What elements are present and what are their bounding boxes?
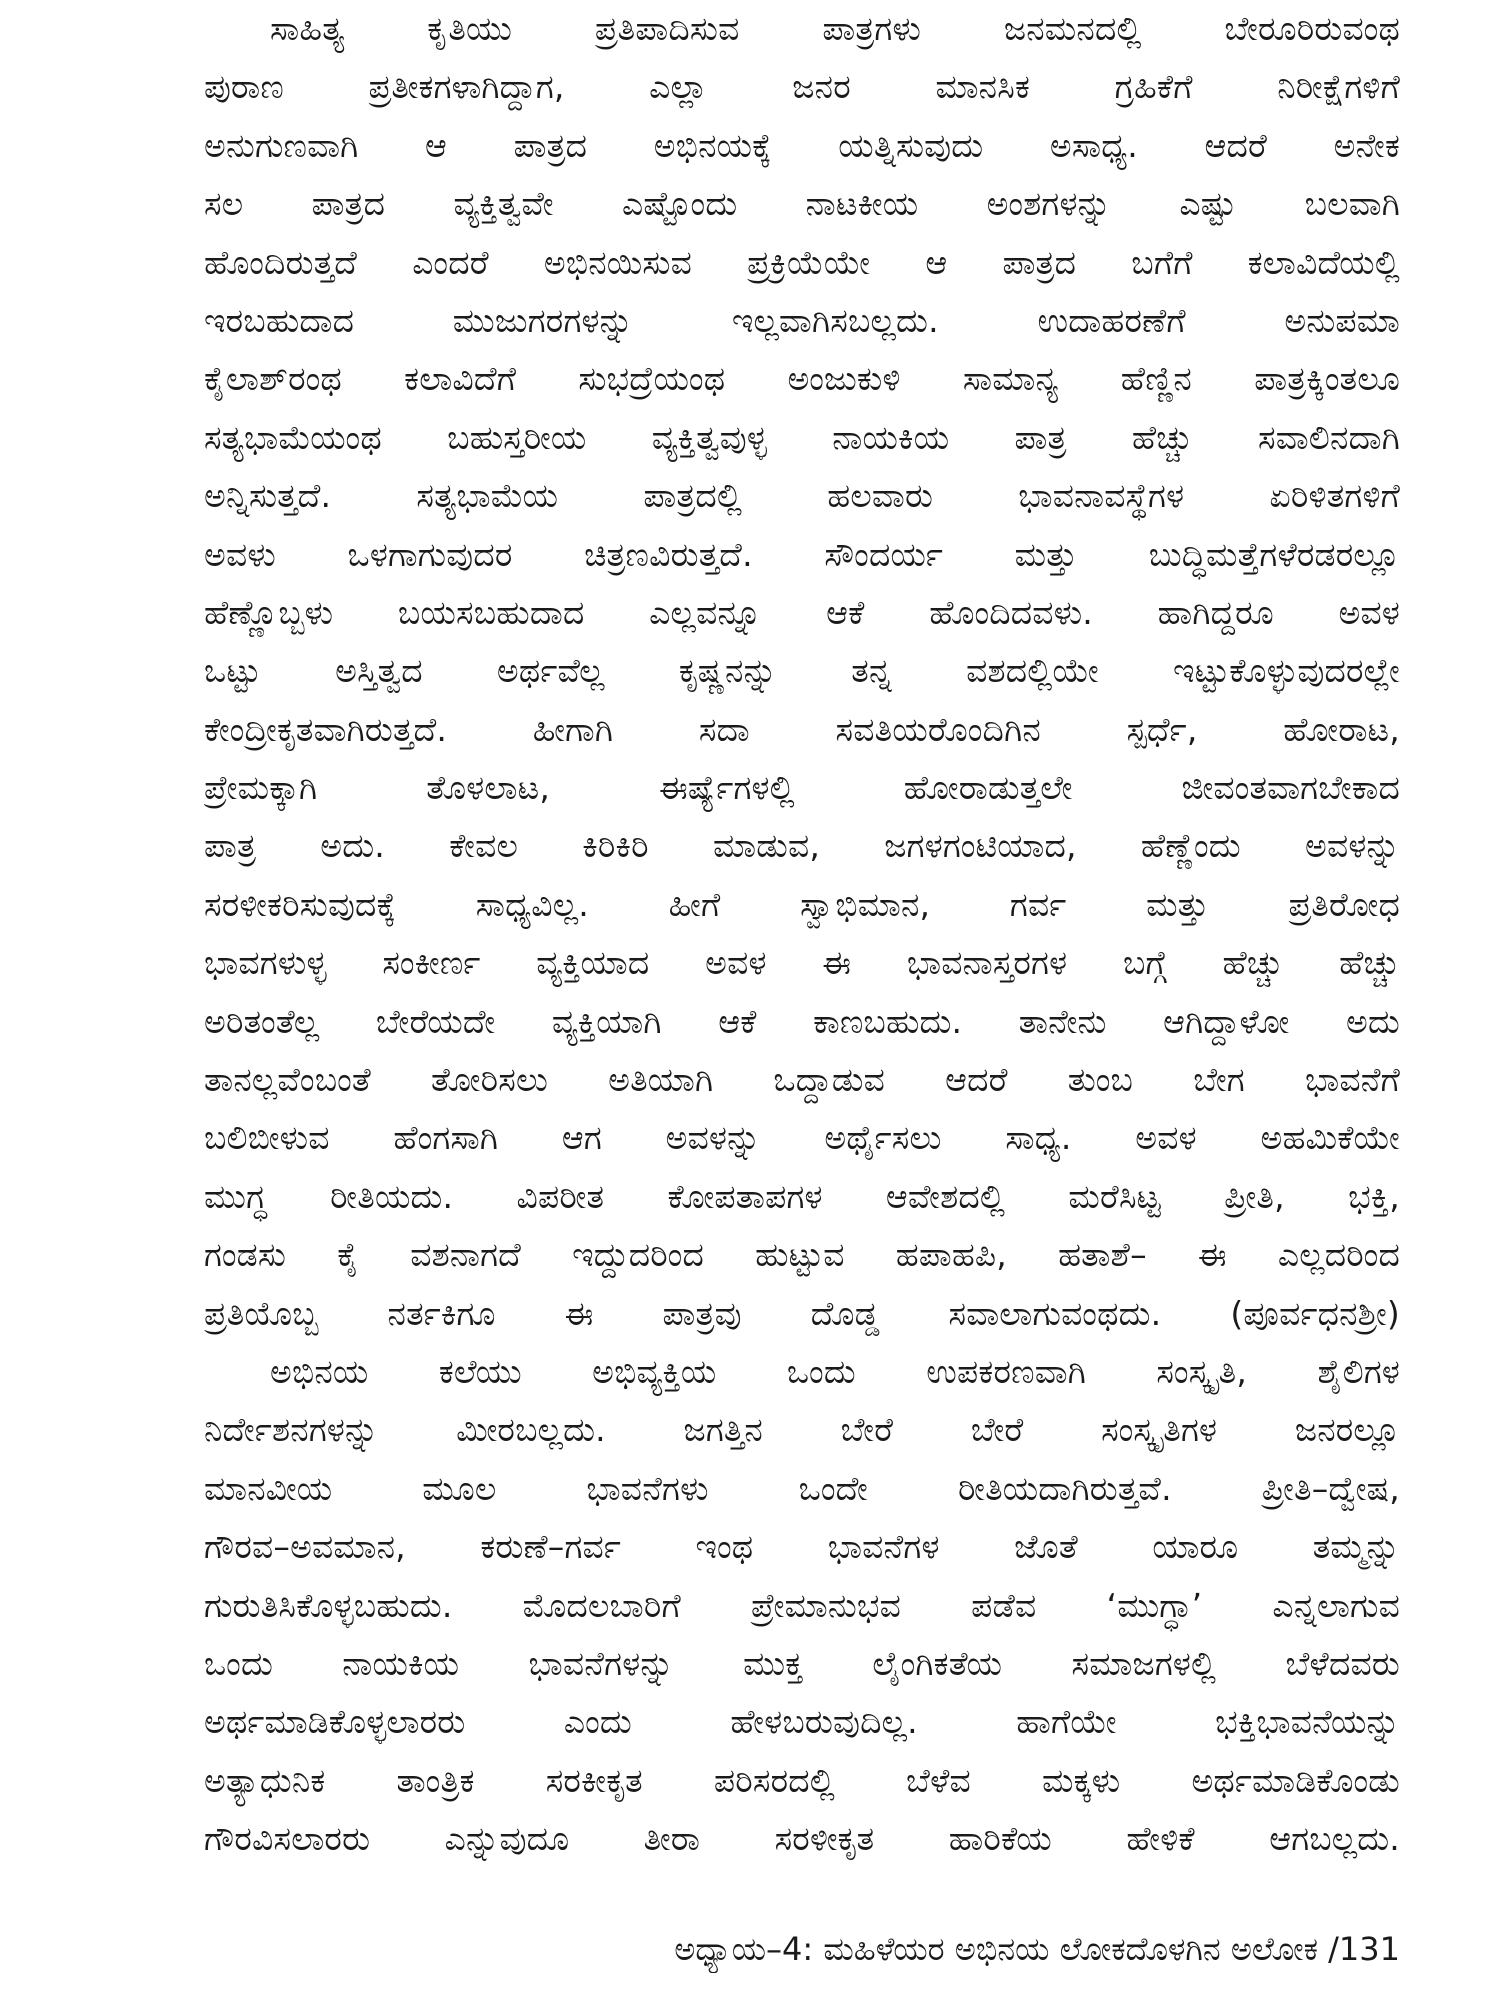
text-line: ಕೈಲಾಶ್‌ರಂಥ ಕಲಾವಿದೆಗೆ ಸುಭದ್ರೆಯಂಥ ಅಂಜುಕುಳಿ ಸಾಮಾನ್ಯ ಹೆಣ್ಣಿನ ಪಾತ್ರಕ್ಕಿಂತಲೂ (204, 359, 1400, 399)
text-line: ಪ್ರೇಮಕ್ಕಾಗಿ ತೊಳಲಾಟ, ಈರ್ಷ್ಯೆಗಳಲ್ಲಿ ಹೋರಾಡುತ್ತಲೇ ಜೀವಂತವಾಗಬೇಕಾದ (204, 768, 1400, 808)
text-line: ಅನ್ನಿಸುತ್ತದೆ. ಸತ್ಯಭಾಮೆಯ ಪಾತ್ರದಲ್ಲಿ ಹಲವಾರು ಭಾವನಾವಸ್ಥೆಗಳ ಏರಿಳಿತಗಳಿಗೆ (204, 476, 1400, 516)
text-line: ಮುಗ್ಧ ರೀತಿಯದು. ವಿಪರೀತ ಕೋಪತಾಪಗಳ ಆವೇಶದಲ್ಲಿ ಮರೆಸಿಟ್ಟ ಪ್ರೀತಿ, ಭಕ್ತಿ, (204, 1176, 1400, 1216)
text-line: ಪಾತ್ರ ಅದು. ಕೇವಲ ಕಿರಿಕಿರಿ ಮಾಡುವ, ಜಗಳಗಂಟಿಯಾದ, ಹೆಣ್ಣೆಂದು ಅವಳನ್ನು (204, 826, 1400, 866)
text-line: ನಿರ್ದೇಶನಗಳನ್ನು ಮೀರಬಲ್ಲದು. ಜಗತ್ತಿನ ಬೇರೆ ಬೇರೆ ಸಂಸ್ಕೃತಿಗಳ ಜನರಲ್ಲೂ (204, 1410, 1400, 1450)
text-line: ಅತ್ಯಾಧುನಿಕ ತಾಂತ್ರಿಕ ಸರಕೀಕೃತ ಪರಿಸರದಲ್ಲಿ ಬೆಳೆವ ಮಕ್ಕಳು ಅರ್ಥಮಾಡಿಕೊಂಡು (204, 1760, 1400, 1800)
text-line: ಅಭಿನಯ ಕಲೆಯು ಅಭಿವ್ಯಕ್ತಿಯ ಒಂದು ಉಪಕರಣವಾಗಿ ಸಂಸ್ಕೃತಿ, ಶೈಲಿಗಳ (270, 1351, 1400, 1391)
text-line: ಇರಬಹುದಾದ ಮುಜುಗರಗಳನ್ನು ಇಲ್ಲವಾಗಿಸಬಲ್ಲದು. ಉದಾಹರಣೆಗೆ ಅನುಪಮಾ (204, 300, 1400, 340)
text-line: ಸತ್ಯಭಾಮೆಯಂಥ ಬಹುಸ್ತರೀಯ ವ್ಯಕ್ತಿತ್ವವುಳ್ಳ ನಾಯಕಿಯ ಪಾತ್ರ ಹೆಚ್ಚು ಸವಾಲಿನದಾಗಿ (204, 417, 1400, 457)
text-line: ಒಟ್ಟು ಅಸ್ತಿತ್ವದ ಅರ್ಥವೆಲ್ಲ ಕೃಷ್ಣನನ್ನು ತನ್ನ ವಶದಲ್ಲಿಯೇ ಇಟ್ಟುಕೊಳ್ಳುವುದರಲ್ಲೇ (204, 651, 1400, 691)
text-line: ಒಂದು ನಾಯಕಿಯ ಭಾವನೆಗಳನ್ನು ಮುಕ್ತ ಲೈಂಗಿಕತೆಯ ಸಮಾಜಗಳಲ್ಲಿ ಬೆಳೆದವರು (204, 1643, 1400, 1683)
text-line: ಅವಳು ಒಳಗಾಗುವುದರ ಚಿತ್ರಣವಿರುತ್ತದೆ. ಸೌಂದರ್ಯ ಮತ್ತು ಬುದ್ಧಿಮತ್ತೆಗಳೆರಡರಲ್ಲೂ (204, 534, 1400, 574)
text-line: ಅನುಗುಣವಾಗಿ ಆ ಪಾತ್ರದ ಅಭಿನಯಕ್ಕೆ ಯತ್ನಿಸುವುದು ಅಸಾಧ್ಯ. ಆದರೆ ಅನೇಕ (204, 125, 1400, 165)
text-line: ಅರ್ಥಮಾಡಿಕೊಳ್ಳಲಾರರು ಎಂದು ಹೇಳಬರುವುದಿಲ್ಲ. ಹಾಗೆಯೇ ಭಕ್ತಿಭಾವನೆಯನ್ನು (204, 1702, 1400, 1742)
text-line: ಮಾನವೀಯ ಮೂಲ ಭಾವನೆಗಳು ಒಂದೇ ರೀತಿಯದಾಗಿರುತ್ತವೆ. ಪ್ರೀತಿ–ದ್ವೇಷ, (204, 1468, 1400, 1508)
text-line: ಭಾವಗಳುಳ್ಳ ಸಂಕೀರ್ಣ ವ್ಯಕ್ತಿಯಾದ ಅವಳ ಈ ಭಾವನಾಸ್ತರಗಳ ಬಗ್ಗೆ ಹೆಚ್ಚು ಹೆಚ್ಚು (204, 943, 1400, 983)
text-line: ಗುರುತಿಸಿಕೊಳ್ಳಬಹುದು. ಮೊದಲಬಾರಿಗೆ ಪ್ರೇಮಾನುಭವ ಪಡೆವ ‘ಮುಗ್ಧಾ’ ಎನ್ನಲಾಗುವ (204, 1585, 1400, 1625)
text-line: ಕೇಂದ್ರೀಕೃತವಾಗಿರುತ್ತದೆ. ಹೀಗಾಗಿ ಸದಾ ಸವತಿಯರೊಂದಿಗಿನ ಸ್ಪರ್ಧೆ, ಹೋರಾಟ, (204, 709, 1400, 749)
text-line: ಪ್ರತಿಯೊಬ್ಬ ನರ್ತಕಿಗೂ ಈ ಪಾತ್ರವು ದೊಡ್ಡ ಸವಾಲಾಗುವಂಥದು. (ಪೂರ್ವಧನಶ್ರೀ) (204, 1293, 1400, 1333)
text-line: ಗಂಡಸು ಕೈ ವಶನಾಗದೆ ಇದ್ದುದರಿಂದ ಹುಟ್ಟುವ ಹಪಾಹಪಿ, ಹತಾಶೆ– ಈ ಎಲ್ಲದರಿಂದ (204, 1235, 1400, 1275)
text-line: ಬಲಿಬೀಳುವ ಹೆಂಗಸಾಗಿ ಆಗ ಅವಳನ್ನು ಅರ್ಥೈಸಲು ಸಾಧ್ಯ. ಅವಳ ಅಹಮಿಕೆಯೇ (204, 1118, 1400, 1158)
text-line: ಸಾಹಿತ್ಯ ಕೃತಿಯು ಪ್ರತಿಪಾದಿಸುವ ಪಾತ್ರಗಳು ಜನಮನದಲ್ಲಿ ಬೇರೂರಿರುವಂಥ (270, 9, 1400, 48)
paragraph-1 (204, 0, 1400, 1343)
text-line: ಪುರಾಣ ಪ್ರತೀಕಗಳಾಗಿದ್ದಾಗ, ಎಲ್ಲಾ ಜನರ ಮಾನಸಿಕ ಗ್ರಹಿಕೆಗೆ ನಿರೀಕ್ಷೆಗಳಿಗೆ (204, 67, 1400, 107)
text-line: ಗೌರವ–ಅವಮಾನ, ಕರುಣೆ–ಗರ್ವ ಇಂಥ ಭಾವನೆಗಳ ಜೊತೆ ಯಾರೂ ತಮ್ಮನ್ನು (204, 1527, 1400, 1567)
text-line: ಅರಿತಂತೆಲ್ಲ ಬೇರೆಯದೇ ವ್ಯಕ್ತಿಯಾಗಿ ಆಕೆ ಕಾಣಬಹುದು. ತಾನೇನು ಆಗಿದ್ದಾಳೋ ಅದು (204, 1001, 1400, 1041)
paragraph-2 (204, 1343, 1400, 1869)
page-footer: ಅಧ್ಯಾಯ–4: ಮಹಿಳೆಯರ ಅಭಿನಯ ಲೋಕದೊಳಗಿನ ಅಲೋಕ /131 (674, 1930, 1400, 1968)
text-line: ಹೊಂದಿರುತ್ತದೆ ಎಂದರೆ ಅಭಿನಯಿಸುವ ಪ್ರಕ್ರಿಯೆಯೇ ಆ ಪಾತ್ರದ ಬಗೆಗೆ ಕಲಾವಿದೆಯಲ್ಲಿ (204, 242, 1400, 282)
text-line: ಸರಳೀಕರಿಸುವುದಕ್ಕೆ ಸಾಧ್ಯವಿಲ್ಲ. ಹೀಗೆ ಸ್ವಾಭಿಮಾನ, ಗರ್ವ ಮತ್ತು ಪ್ರತಿರೋಧ (204, 884, 1400, 924)
text-line: ಹೆಣ್ಣೊಬ್ಬಳು ಬಯಸಬಹುದಾದ ಎಲ್ಲವನ್ನೂ ಆಕೆ ಹೊಂದಿದವಳು. ಹಾಗಿದ್ದರೂ ಅವಳ (204, 592, 1400, 632)
text-line: ತಾನಲ್ಲವೆಂಬಂತೆ ತೋರಿಸಲು ಅತಿಯಾಗಿ ಒದ್ದಾಡುವ ಆದರೆ ತುಂಬ ಬೇಗ ಭಾವನೆಗೆ (204, 1060, 1400, 1100)
text-line: ಸಲ ಪಾತ್ರದ ವ್ಯಕ್ತಿತ್ವವೇ ಎಷ್ಟೊಂದು ನಾಟಕೀಯ ಅಂಶಗಳನ್ನು ಎಷ್ಟು ಬಲವಾಗಿ (204, 184, 1400, 224)
body-text (204, 0, 1400, 1869)
text-line: ಗೌರವಿಸಲಾರರು ಎನ್ನುವುದೂ ತೀರಾ ಸರಳೀಕೃತ ಹಾರಿಕೆಯ ಹೇಳಿಕೆ ಆಗಬಲ್ಲದು. (204, 1819, 1400, 1859)
